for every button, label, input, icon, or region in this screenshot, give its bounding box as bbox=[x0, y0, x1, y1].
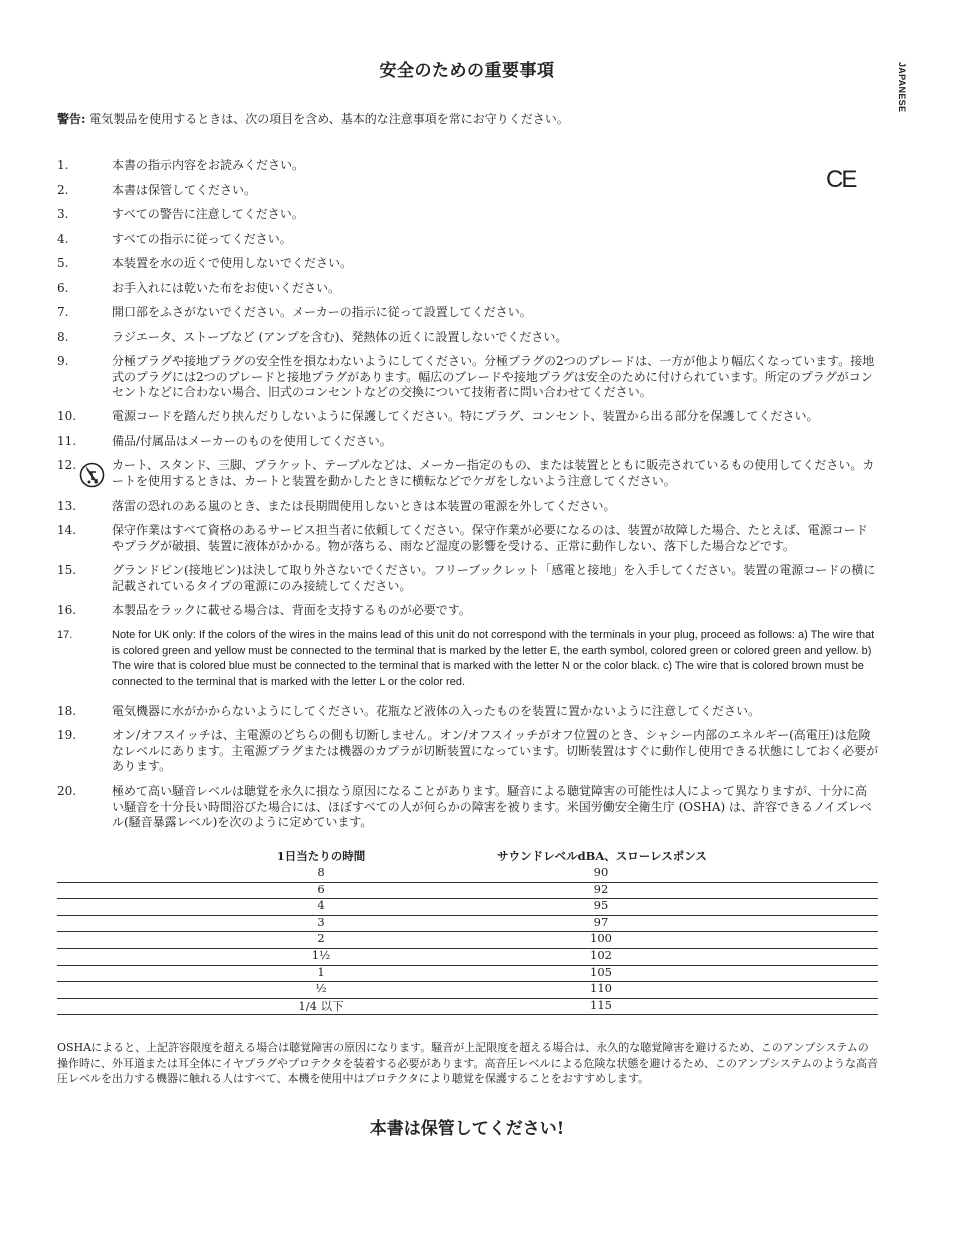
item-number: 15. bbox=[57, 563, 77, 577]
item-text: すべての警告に注意してください。 bbox=[112, 207, 304, 221]
item-number: 6. bbox=[57, 280, 69, 295]
item-text: 本装置を水の近くで使用しないでください。 bbox=[112, 256, 353, 270]
item-number: 17. bbox=[57, 629, 73, 641]
osha-note: OSHAによると、上記許容限度を超える場合は聴覚障害の原因になります。騒音が上記限度を超える場合は、永久的な聴覚障害を避けるため、このアンプシステムの操作時に、外耳道または耳全体にイヤプラグやプロテクタを装着する必要があります。高音圧レベルによる危険な状態を避けるため、このアンプシステムのような高音圧レベルを出力する機器に触れる人はすべて、本機を使用中はプロテクタにより聴覚を保護することをおすすめします。 bbox=[57, 1041, 879, 1086]
table-cell-duration: 6 bbox=[317, 881, 325, 896]
table-cell-duration: 1/4 以下 bbox=[298, 998, 344, 1013]
table-cell-duration: 1½ bbox=[311, 948, 331, 962]
item-number: 20. bbox=[57, 784, 77, 798]
item-text: 電気機器に水がかからないようにしてください。花瓶など液体の入ったものを装置に置かないように注意してください。 bbox=[112, 704, 761, 718]
table-cell-level: 110 bbox=[590, 981, 612, 996]
warning-text: 電気製品を使用するときは、次の項目を含め、基本的な注意事項を常にお守りください。 bbox=[85, 112, 569, 126]
item-text: 分極プラグや接地プラグの安全性を損なわないようにしてください。分極プラグの2つのブレードは、一方が他より幅広くなっています。接地式のプラグには2つのブレードと接地プラグがあります。幅広のブレードや接地プラグは安全のために付けられています。所定のプラグがコンセントなどに合わない場合、旧式のコンセントなどの交換について技術者に問い合わせてください。 bbox=[112, 354, 875, 400]
table-row bbox=[57, 898, 878, 916]
item-number: 1. bbox=[57, 158, 69, 172]
item-number: 11. bbox=[57, 433, 77, 448]
item-number: 18. bbox=[57, 704, 77, 718]
ce-mark-icon: CE bbox=[826, 166, 856, 193]
item-text: 落雷の恐れのある嵐のとき、または長期間使用しないときは本装置の電源を外してください。 bbox=[112, 499, 616, 513]
table-cell-duration: 2 bbox=[317, 931, 325, 946]
table-cell-duration: 3 bbox=[317, 914, 325, 929]
item-number: 8. bbox=[57, 329, 69, 344]
table-row bbox=[57, 865, 878, 883]
item-text: すべての指示に従ってください。 bbox=[112, 231, 292, 246]
item-text: 開口部をふさがないでください。メーカーの指示に従って設置してください。 bbox=[112, 305, 532, 319]
item-text: 電源コードを踏んだり挟んだりしないように保護してください。特にプラグ、コンセント、装置から出る部分を保護してください。 bbox=[112, 409, 819, 423]
table-cell-level: 115 bbox=[590, 997, 612, 1012]
table-cell-level: 95 bbox=[593, 898, 609, 913]
table-cell-level: 105 bbox=[590, 964, 612, 979]
item-number: 10. bbox=[57, 409, 77, 423]
item-text: カート、スタンド、三脚、ブラケット、テーブルなどは、メーカー指定のもの、または装置とともに販売されているもの使用してください。カートを使用するときは、カートと装置を動かしたときに横転などでケガをしないよう注意してください。 bbox=[112, 458, 875, 488]
table-cell-duration: 1 bbox=[317, 964, 325, 979]
table-row bbox=[57, 915, 878, 933]
item-text: 保守作業はすべて資格のあるサービス担当者に依頼してください。保守作業が必要になるのは、装置が故障した場合、たとえば、電源コードやプラグが破損、装置に液体がかかる。物が落ちる、雨など湿度の影響を受ける、正常に動作しない、落下した場合などです。 bbox=[112, 523, 868, 553]
table-cell-level: 100 bbox=[590, 931, 612, 946]
item-number: 16. bbox=[57, 603, 77, 617]
item-text: 本書の指示内容をお読みください。 bbox=[112, 158, 305, 172]
item-number: 2. bbox=[57, 182, 69, 197]
item-number: 19. bbox=[57, 728, 77, 742]
table-row bbox=[57, 981, 878, 999]
table-header-duration: 1日当たりの時間 bbox=[276, 849, 366, 863]
item-text: 本製品をラックに載せる場合は、背面を支持するものが必要です。 bbox=[112, 603, 471, 617]
table-cell-duration: ½ bbox=[315, 981, 327, 996]
item-text: お手入れには乾いた布をお使いください。 bbox=[112, 280, 341, 295]
warning-label: 警告: bbox=[57, 112, 86, 126]
table-cell-level: 90 bbox=[593, 865, 609, 879]
item-number: 14. bbox=[57, 523, 77, 537]
item-number: 12. bbox=[57, 458, 77, 472]
table-cell-level: 92 bbox=[593, 881, 609, 896]
item-text: オン/オフスイッチは、主電源のどちらの側も切断しません。オン/オフスイッチがオフ位置のとき、シャシー内部のエネルギー(高電圧)は危険なレベルにあります。主電源プラグまたは機器のカプラが切断装置になっています。切断装置はすぐに動作し使用できる状態にしておく必要があります。 bbox=[112, 728, 879, 774]
table-row bbox=[57, 948, 878, 966]
item-text: 備品/付属品はメーカーのものを使用してください。 bbox=[112, 433, 392, 448]
table-cell-duration: 4 bbox=[317, 898, 325, 913]
cart-warning-icon bbox=[79, 462, 105, 488]
page-title: 安全のための重要事項 bbox=[379, 61, 555, 81]
table-cell-duration: 8 bbox=[317, 865, 325, 879]
item-text: ラジエータ、ストーブなど (アンプを含む)、発熱体の近くに設置しないでください。 bbox=[112, 329, 568, 344]
table-row bbox=[57, 965, 878, 983]
item-text: Note for UK only: If the colors of the wires in the mains lead of this unit do not correspond with the terminals in your plug, proceed as follows: a) The wire that is colored green and yellow must be connected to the terminal that is marked by the letter E, the earth symbol, colored green or colored green and yellow. b) The wire that is colored blue must be connected to the terminal that is marked with the letter N or the color black. c) The wire that is colored brown must be connected to the terminal that is marked with the letter L or the color red. bbox=[112, 629, 875, 688]
table-cell-level: 97 bbox=[593, 914, 609, 929]
language-tag: JAPANESE bbox=[897, 62, 907, 113]
table-row bbox=[57, 998, 878, 1016]
item-number: 9. bbox=[57, 354, 69, 368]
table-row bbox=[57, 882, 878, 900]
warning-line bbox=[57, 110, 569, 127]
footer-notice: 本書は保管してください! bbox=[369, 1119, 565, 1139]
item-text: 極めて高い騒音レベルは聴覚を永久に損なう原因になることがあります。騒音による聴覚障害の可能性は人によって異なりますが、十分に高い騒音を十分長い時間浴びた場合には、ほぼすべての人が何らかの障害を被ります。米国労働安全衛生庁 (OSHA) は、許容できるノイズレベル(騒音暴露レベル)を次のように定めています。 bbox=[112, 784, 872, 830]
table-cell-level: 102 bbox=[590, 948, 612, 962]
item-number: 5. bbox=[57, 256, 69, 270]
table-row bbox=[57, 931, 878, 949]
item-number: 7. bbox=[57, 305, 69, 319]
table-header-sound-level: サウンドレベルdBA、スローレスポンス bbox=[497, 849, 707, 863]
item-text: グランドピン(接地ピン)は決して取り外さないでください。フリーブックレット「感電と接地」を入手してください。装置の電源コードの横に記載されているタイプの電源にのみ接続してください。 bbox=[112, 563, 876, 593]
item-number: 3. bbox=[57, 207, 69, 221]
item-text: 本書は保管してください。 bbox=[112, 182, 257, 197]
item-number: 4. bbox=[57, 231, 69, 246]
item-number: 13. bbox=[57, 499, 77, 513]
